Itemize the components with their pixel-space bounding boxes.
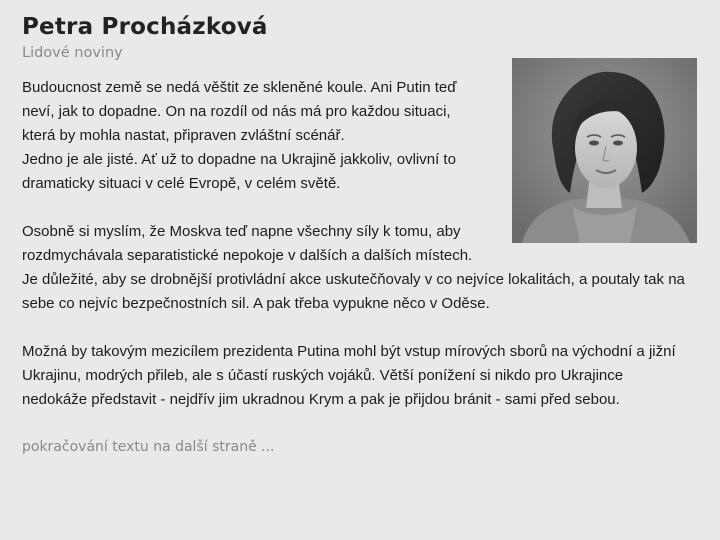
article-line: rozdmychávala separatistické nepokoje v dalších a dalších místech.: [22, 247, 473, 264]
article-line: dramaticky situaci v celé Evropě, v celém světě.: [22, 175, 341, 192]
continue-reading-link[interactable]: pokračování textu na další straně ...: [22, 439, 275, 455]
article-line: Budoucnost země se nedá věštit ze skleněné koule. Ani Putin teď: [22, 79, 457, 96]
article-line: Jedno je ale jisté. Ať už to dopadne na Ukrajině jakkoliv, ovlivní to: [22, 151, 456, 168]
article-line: nedokáže představit - nejdřív jim ukradnou Krym a pak je přijdou bránit - sami před sebou.: [22, 391, 620, 408]
article-line: Osobně si myslím, že Moskva teď napne všechny síly k tomu, aby: [22, 223, 461, 240]
article-line: Ukrajinu, modrých přileb, ale s účastí ruských vojáků. Větší ponížení si nikdo pro Ukrajince: [22, 367, 624, 384]
article-line: sebe co nejvíc bezpečnostních sil. A pak třeba vypukne něco v Oděse.: [22, 295, 490, 312]
article-line: Je důležité, aby se drobnější protivládní akce uskutečňovaly v co nejvíce lokalitách, a poutaly tak na: [22, 271, 685, 288]
article-line: neví, jak to dopadne. On na rozdíl od nás má pro každou situaci,: [22, 103, 451, 120]
author-name: Petra Procházková: [22, 14, 268, 40]
article-line: Možná by takovým mezicílem prezidenta Putina mohl být vstup mírových sborů na východní a jižní: [22, 343, 676, 360]
article-paragraph: [22, 340, 702, 412]
article-body: [22, 76, 702, 412]
article-paragraph: [22, 220, 702, 316]
article-paragraph: [22, 76, 487, 196]
article-line: která by mohla nastat, připraven zvláštní scénář.: [22, 127, 345, 144]
source-publication: Lidové noviny: [22, 45, 123, 61]
